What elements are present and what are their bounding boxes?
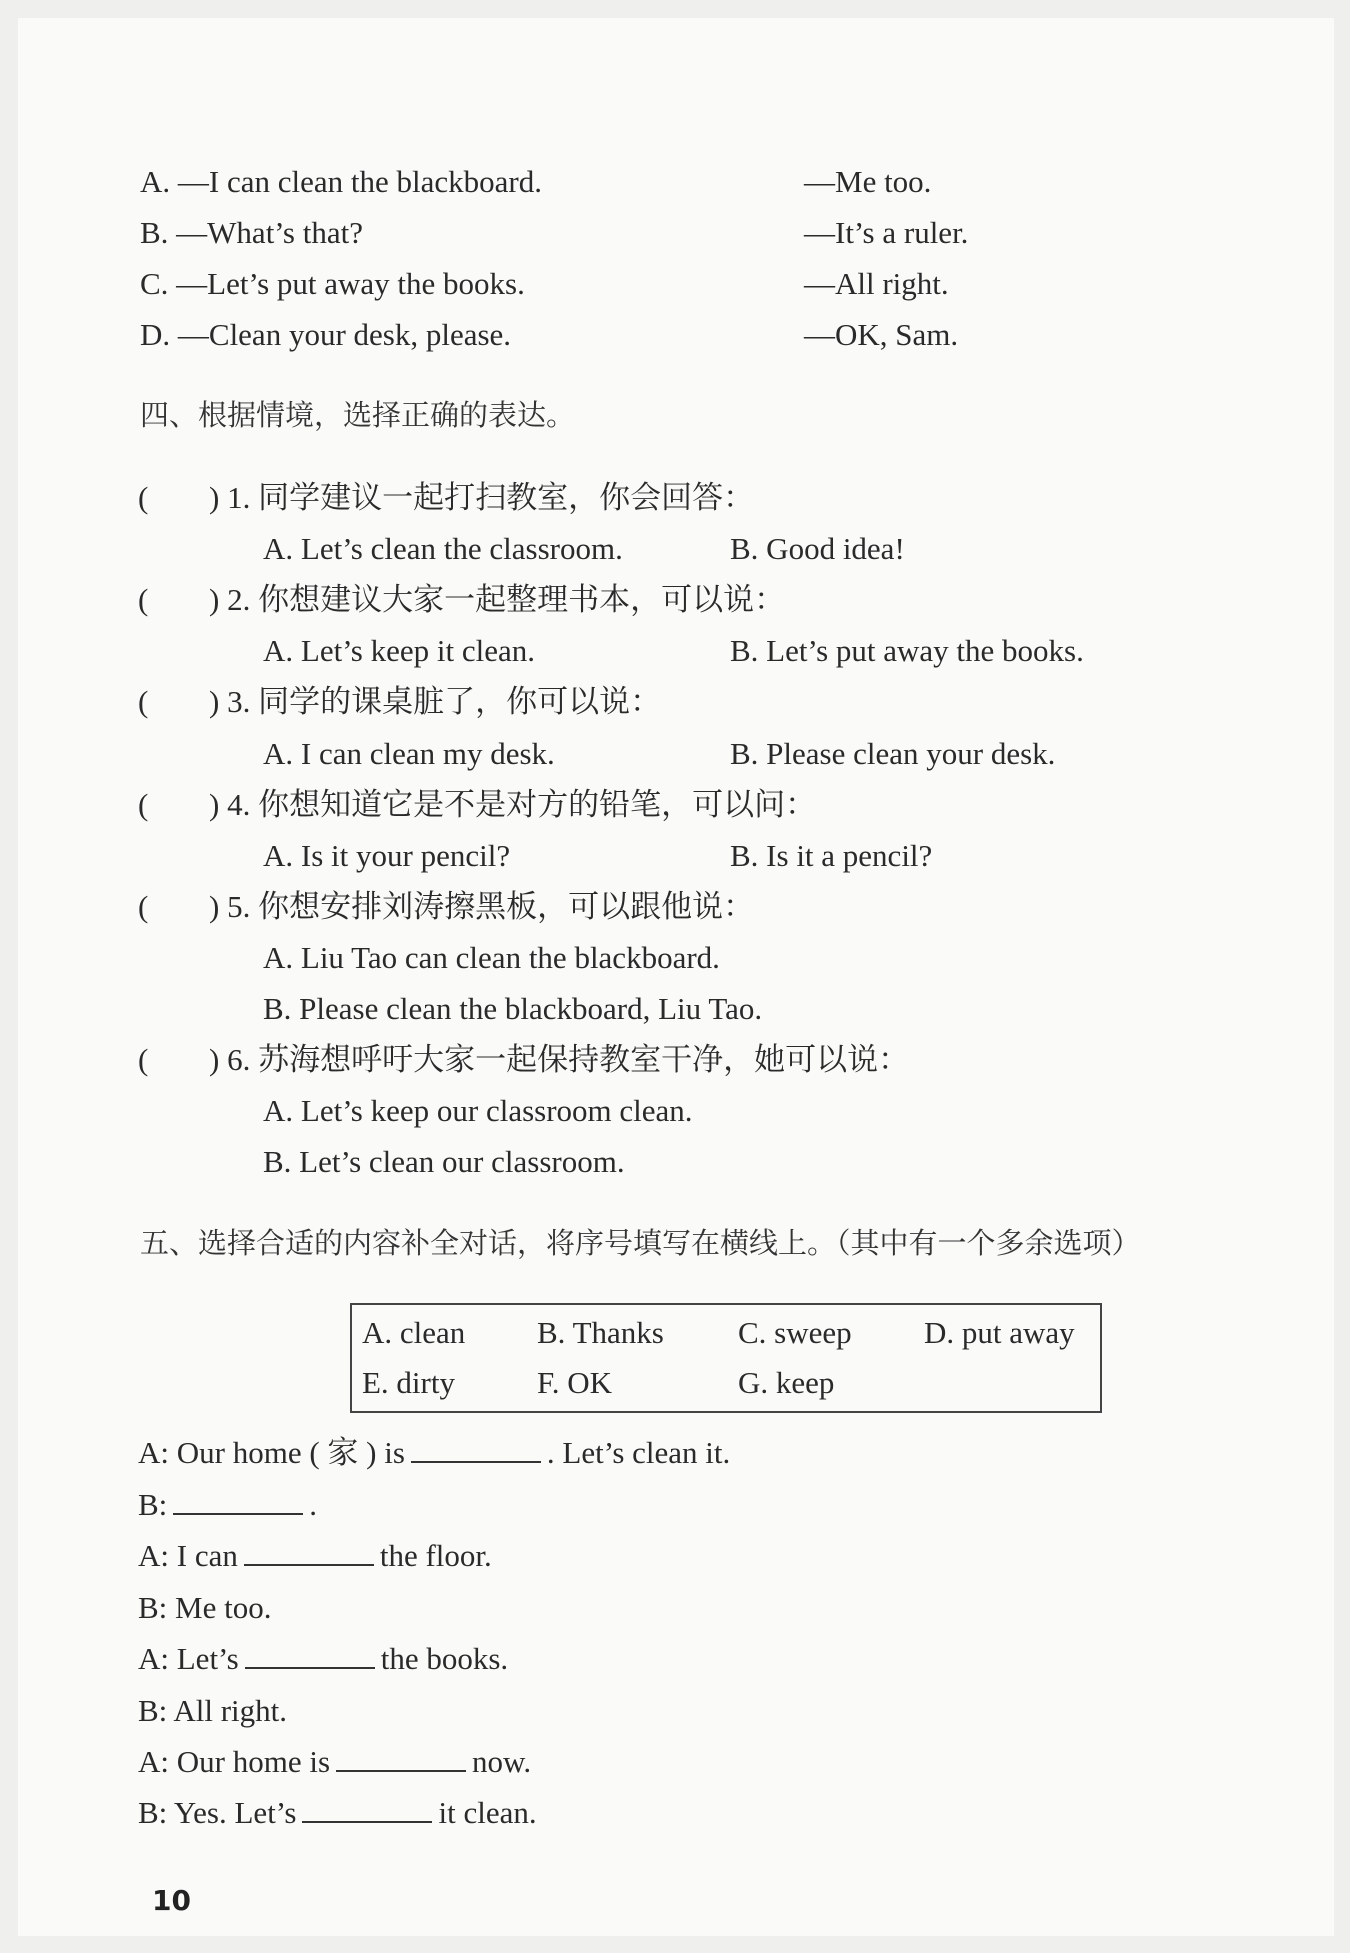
answer-blank-4[interactable] xyxy=(245,1643,375,1669)
dialogue-line-7 xyxy=(138,1742,531,1782)
dialogue-line-2 xyxy=(138,1485,317,1525)
word-option-a: A. clean xyxy=(362,1315,466,1350)
q3-option-b: B. Please clean your desk. xyxy=(730,736,1056,771)
q1-option-a: A. Let’s clean the classroom. xyxy=(263,531,623,566)
word-option-g: G. keep xyxy=(738,1365,835,1400)
question-6: ) 6. 苏海想呼吁大家一起保持教室干净，她可以说： xyxy=(209,1042,910,1077)
match-right-d: —OK, Sam. xyxy=(804,317,959,352)
answer-blank-6[interactable] xyxy=(302,1797,432,1823)
word-option-e: E. dirty xyxy=(362,1365,455,1400)
answer-blank-1[interactable] xyxy=(411,1437,541,1463)
answer-blank-5[interactable] xyxy=(336,1746,466,1772)
question-2: ) 2. 你想建议大家一起整理书本，可以说： xyxy=(209,582,786,617)
dialogue-text: it clean. xyxy=(438,1795,537,1830)
word-option-c: C. sweep xyxy=(738,1315,852,1350)
dialogue-text: A: I can xyxy=(138,1538,238,1573)
question-4: ) 4. 你想知道它是不是对方的铅笔，可以问： xyxy=(209,787,817,822)
q4-option-a: A. Is it your pencil? xyxy=(263,838,511,873)
word-option-f: F. OK xyxy=(537,1365,613,1400)
dialogue-line-6 xyxy=(138,1691,287,1731)
answer-paren-5: ( xyxy=(138,889,149,924)
word-option-d: D. put away xyxy=(924,1315,1075,1350)
dialogue-line-4 xyxy=(138,1588,271,1628)
match-right-a: —Me too. xyxy=(804,164,932,199)
match-left-b: B. —What’s that? xyxy=(140,215,363,250)
section4-title: 四、根据情境，选择正确的表达。 xyxy=(140,398,576,432)
question-5: ) 5. 你想安排刘涛擦黑板，可以跟他说： xyxy=(209,889,755,924)
dialogue-text: B: All right. xyxy=(138,1693,287,1728)
dialogue-text: B: Me too. xyxy=(138,1590,272,1625)
q5-option-a: A. Liu Tao can clean the blackboard. xyxy=(263,940,720,975)
dialogue-text: B: xyxy=(138,1487,168,1522)
q6-option-b: B. Let’s clean our classroom. xyxy=(263,1144,625,1179)
dialogue-line-1 xyxy=(138,1433,730,1473)
answer-paren-1: ( xyxy=(138,480,149,515)
q1-option-b: B. Good idea! xyxy=(730,531,905,566)
q2-option-a: A. Let’s keep it clean. xyxy=(263,633,536,668)
q3-option-a: A. I can clean my desk. xyxy=(263,736,555,771)
dialogue-text: A: Our home is xyxy=(138,1744,331,1779)
dialogue-text: the floor. xyxy=(379,1538,492,1573)
question-3: ) 3. 同学的课桌脏了，你可以说： xyxy=(209,684,662,719)
answer-blank-3[interactable] xyxy=(244,1540,374,1566)
match-left-c: C. —Let’s put away the books. xyxy=(140,266,525,301)
section5-title: 五、选择合适的内容补全对话，将序号填写在横线上。（其中有一个多余选项） xyxy=(140,1226,1141,1260)
dialogue-line-5 xyxy=(138,1639,508,1679)
dialogue-text: . xyxy=(309,1487,318,1522)
page-number: 10 xyxy=(152,1884,191,1917)
answer-blank-2[interactable] xyxy=(173,1489,303,1515)
dialogue-text: B: Yes. Let’s xyxy=(138,1795,297,1830)
match-right-c: —All right. xyxy=(804,266,949,301)
dialogue-text: now. xyxy=(472,1744,532,1779)
dialogue-text: A: Our home ( 家 ) is xyxy=(138,1435,405,1470)
word-option-b: B. Thanks xyxy=(537,1315,664,1350)
answer-paren-3: ( xyxy=(138,684,149,719)
dialogue-line-3 xyxy=(138,1536,492,1576)
question-1: ) 1. 同学建议一起打扫教室，你会回答： xyxy=(209,480,755,515)
word-bank-box xyxy=(350,1303,1102,1413)
q2-option-b: B. Let’s put away the books. xyxy=(730,633,1084,668)
dialogue-text: . Let’s clean it. xyxy=(546,1435,731,1470)
worksheet-page xyxy=(18,18,1334,1936)
match-left-d: D. —Clean your desk, please. xyxy=(140,317,512,352)
q6-option-a: A. Let’s keep our classroom clean. xyxy=(263,1093,693,1128)
dialogue-line-8 xyxy=(138,1793,537,1833)
dialogue-text: the books. xyxy=(380,1641,509,1676)
q4-option-b: B. Is it a pencil? xyxy=(730,838,933,873)
answer-paren-6: ( xyxy=(138,1042,149,1077)
q5-option-b: B. Please clean the blackboard, Liu Tao. xyxy=(263,991,763,1026)
match-right-b: —It’s a ruler. xyxy=(804,215,969,250)
match-left-a: A. —I can clean the blackboard. xyxy=(140,164,542,199)
answer-paren-4: ( xyxy=(138,787,149,822)
answer-paren-2: ( xyxy=(138,582,149,617)
dialogue-text: A: Let’s xyxy=(138,1641,239,1676)
